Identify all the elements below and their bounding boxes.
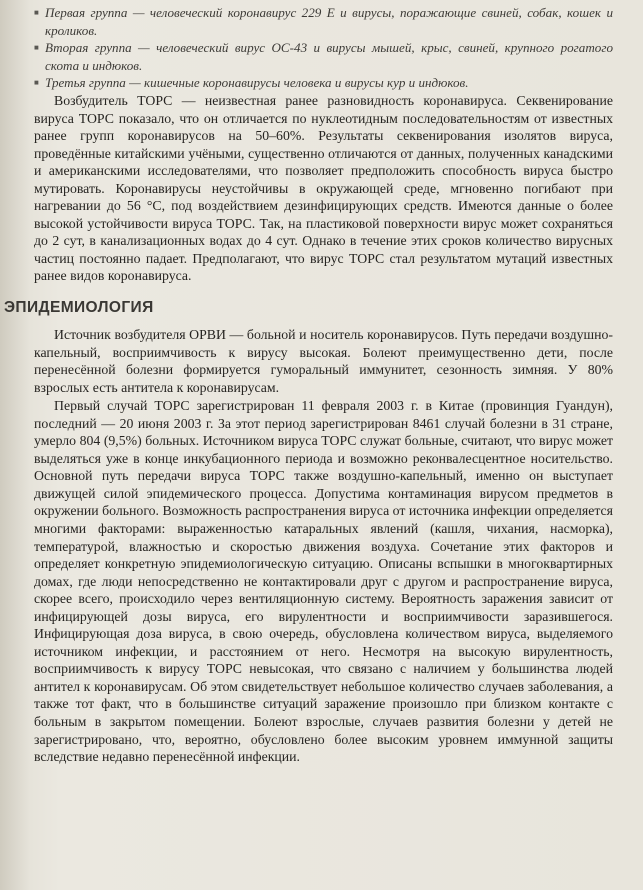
coronavirus-groups-list — [34, 4, 613, 92]
group-item-third: ■ Третья группа — кишечные коронавирусы человека и вирусы кур и индюков. — [34, 74, 613, 92]
section-heading: ЭПИДЕМИОЛОГИЯ — [4, 298, 154, 316]
group-item-second: ■ Вторая группа — человеческий вирус OC-43 и вирусы мышей, крыс, свиней, крупного рогатого скота и индюков. — [34, 39, 613, 74]
epidemiology-section — [4, 298, 613, 766]
epidemiology-paragraph-sars: Первый случай ТОРС зарегистрирован 11 февраля 2003 г. в Китае (провинция Гуандун), последний — 20 июня 2003 г. За этот период зарегистрирован 8461 случай болезни в 31 стране, умерло 804 (9,5%) больных. Источником вируса ТОРС служат больные, считают, что вирус может выделяться уже в конце инкубационного периода и возможно реконвалесцентное носительство. Основной путь передачи вируса ТОРС также воздушно-капельный, именно он выступает движущей силой эпидемического процесса. Допустима контаминация вирусом предметов в окружении больного. Возможность распространения вируса от источника инфекции определяется многими факторами: выраженностью катаральных явлений (кашля, чихания, насморка), температурой, влажностью и скоростью движения воздуха. Сочетание этих факторов и определяет конкретную эпидемиологическую ситуацию. Описаны вспышки в многоквартирных домах, где люди непосредственно не контактировали друг с другом и распространение вируса, скорее всего, происходило через вентиляционную систему. Вероятность заражения зависит от инфицирующей дозы вируса, его вирулентности и восприимчивости заразившегося. Инфицирующая доза вируса, в свою очередь, обусловлена количеством вируса, выделяемого источником инфекции, и расстоянием от него. Несмотря на высокую вирулентность, восприимчивость к вирусу ТОРС невысокая, что связано с наличием у большинства людей антител к коронавирусам. Об этом свидетельствует небольшое количество случаев заболевания, а также тот факт, что в большинстве ситуаций заражение произошло при близком контакте с больным в закрытом помещении. Болеют взрослые, случаев развития болезни у детей не зарегистрировано, что, вероятно, обусловлено более высоким уровнем иммунной защиты вследствие недавно перенесённой инфекции. — [34, 398, 613, 765]
pathogen-paragraph: Возбудитель ТОРС — неизвестная ранее разновидность коронавируса. Секвенирование вируса ТОРС показало, что он отличается по нуклеотидным последовательностям от известных ранее групп коронавирусов на 50–60%. Результаты секвенирования изолятов вируса, проведённые китайскими учёными, существенно отличаются от данных, полученных канадскими и американскими исследователями, что позволяет предположить способность вируса быстро мутировать. Коронавирусы неустойчивы в окружающей среде, мгновенно погибают при нагревании до 56 °C, под воздействием дезинфицирующих средств. Имеются данные о более высокой устойчивости вируса ТОРС. Так, на пластиковой поверхности вирус может сохраняться до 2 сут, в канализационных водах до 4 сут. Однако в течение этих сроков количество вирусных частиц постоянно падает. Предполагают, что вирус ТОРС стал результатом мутаций известных ранее видов коронавируса. — [34, 92, 613, 284]
group-item-first: ■ Первая группа — человеческий коронавирус 229 E и вирусы, поражающие свиней, собак, кошек и кроликов. — [34, 4, 613, 39]
epidemiology-paragraph-source: Источник возбудителя ОРВИ — больной и носитель коронавирусов. Путь передачи воздушно-капельный, восприимчивость к вирусу высокая. Болеют преимущественно дети, после перенесённой болезни формируется гуморальный иммунитет, сезонность зимняя. У 80% взрослых есть антитела к коронавирусам. — [34, 326, 613, 395]
